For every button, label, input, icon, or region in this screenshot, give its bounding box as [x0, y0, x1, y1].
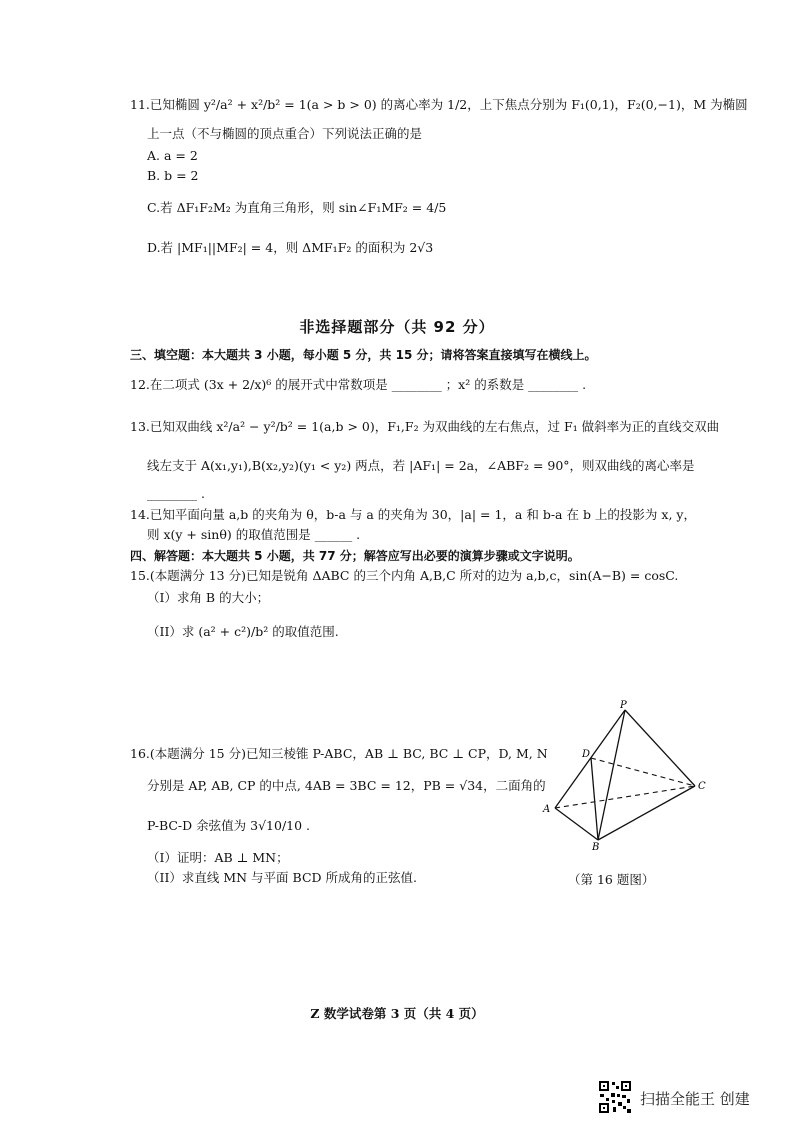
- watermark-text: 扫描全能王 创建: [640, 1090, 750, 1108]
- q14-line2: 则 x(y + sinθ) 的取值范围是 ______ .: [147, 527, 361, 542]
- q13-line2: 线左支于 A(x₁,y₁),B(x₂,y₂)(y₁ < y₂) 两点，若 |AF₁| = 2a，∠ABF₂ = 90°，则双曲线的离心率是: [147, 458, 695, 473]
- q13-line3: ________ .: [147, 486, 205, 501]
- edge-pc: [625, 710, 695, 786]
- label-a: A: [543, 804, 551, 815]
- q16-line2: 分别是 AP, AB, CP 的中点, 4AB = 3BC = 12，PB = √34，二面角的: [147, 778, 546, 793]
- tetrahedron-figure: [530, 700, 710, 850]
- q11-option-c: C.若 ΔF₁F₂M₂ 为直角三角形，则 sin∠F₁MF₂ = 4/5: [147, 200, 447, 215]
- edge-db: [591, 758, 598, 840]
- edge-dc-dashed: [591, 758, 695, 786]
- qr-code-icon: [598, 1080, 632, 1114]
- part4-header: 四、解答题：本大题共 5 小题，共 77 分；解答应写出必要的演算步骤或文字说明。: [130, 549, 580, 563]
- scanner-watermark: [598, 1080, 778, 1114]
- q13-line1: 13.已知双曲线 x²/a² − y²/b² = 1(a,b > 0)，F₁,F₂ 为双曲线的左右焦点，过 F₁ 做斜率为正的直线交双曲: [130, 419, 720, 434]
- q14-line1: 14.已知平面向量 a,b 的夹角为 θ，b-a 与 a 的夹角为 30，|a| = 1，a 和 b-a 在 b 上的投影为 x, y，: [130, 507, 696, 522]
- q16-line1: 16.(本题满分 15 分)已知三棱锥 P-ABC，AB ⊥ BC, BC ⊥ CP，D, M, N: [130, 746, 548, 761]
- q15-sub1: （I）求角 B 的大小；: [147, 590, 270, 605]
- q11-option-a: A. a = 2: [147, 148, 198, 163]
- q11-option-d: D.若 |MF₁||MF₂| = 4，则 ΔMF₁F₂ 的面积为 2√3: [147, 240, 434, 255]
- q15-line1: 15.(本题满分 13 分)已知是锐角 ΔABC 的三个内角 A,B,C 所对的边为 a,b,c，sin(A−B) = cosC.: [130, 568, 679, 583]
- label-p: P: [620, 700, 627, 711]
- q11-line2: 上一点（不与椭圆的顶点重合）下列说法正确的是: [147, 126, 423, 141]
- edge-ab: [555, 808, 598, 840]
- label-b: B: [592, 842, 600, 850]
- part3-header: 三、填空题：本大题共 3 小题，每小题 5 分，共 15 分；请将答案直接填写在横线上。: [130, 348, 597, 362]
- page-footer: Z 数学试卷第 3 页（共 4 页）: [310, 1006, 484, 1021]
- figure-caption: （第 16 题图）: [568, 872, 655, 887]
- label-c: C: [698, 781, 706, 792]
- label-d: D: [582, 749, 591, 760]
- q15-sub2: （II）求 (a² + c²)/b² 的取值范围.: [147, 624, 339, 639]
- q11-line1: 11.已知椭圆 y²/a² + x²/b² = 1(a > b > 0) 的离心率为 1/2，上下焦点分别为 F₁(0,1)，F₂(0,−1)，M 为椭圆: [130, 97, 748, 112]
- q12-text: 12.在二项式 (3x + 2/x)⁶ 的展开式中常数项是 ________ ；x² 的系数是 ________ .: [130, 377, 587, 392]
- q16-sub2: （II）求直线 MN 与平面 BCD 所成角的正弦值.: [147, 870, 417, 885]
- q16-sub1: （I）证明：AB ⊥ MN；: [147, 850, 289, 865]
- q11-option-b: B. b = 2: [147, 168, 199, 183]
- section-title: 非选择题部分（共 92 分）: [299, 318, 495, 336]
- q16-line3: P-BC-D 余弦值为 3√10/10 .: [147, 818, 311, 833]
